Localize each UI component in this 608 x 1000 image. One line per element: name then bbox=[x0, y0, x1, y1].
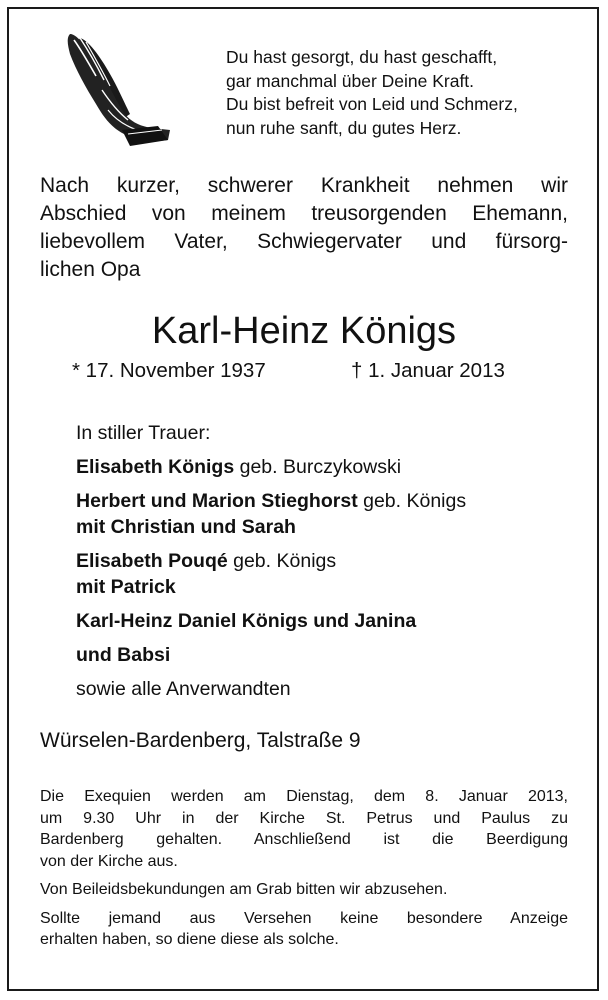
notice-line: um 9.30 Uhr in der Kirche St. Petrus und Paulus zu bbox=[40, 809, 568, 827]
mourner-family: und Babsi bbox=[76, 644, 171, 666]
condolence-note: Von Beileidsbekundungen am Grab bitten wir abzusehen. bbox=[40, 881, 448, 898]
poem bbox=[226, 46, 518, 140]
mourner-name: Elisabeth Pouqé bbox=[76, 550, 228, 572]
intro-line: Abschied von meinem treusorgenden Ehemann, bbox=[40, 202, 568, 225]
poem-line: gar manchmal über Deine Kraft. bbox=[226, 70, 475, 91]
intro-line: Nach kurzer, schwerer Krankheit nehmen wir bbox=[40, 174, 568, 197]
poem-line: Du hast gesorgt, du hast geschafft, bbox=[226, 47, 498, 67]
mourner-family: mit Christian und Sarah bbox=[76, 516, 296, 538]
deceased-name: Karl-Heinz Königs bbox=[151, 310, 457, 352]
mourner-birth-name: geb. Königs bbox=[357, 490, 467, 512]
mourner-name: Herbert und Marion Stieghorst bbox=[76, 490, 358, 512]
praying-hands-icon bbox=[58, 30, 176, 150]
mourner-entry bbox=[76, 454, 466, 480]
mourner-entry bbox=[76, 488, 466, 514]
poem-line: Du bist befreit von Leid und Schmerz, bbox=[226, 94, 518, 114]
funeral-notice bbox=[40, 786, 568, 951]
address: Würselen-Bardenberg, Talstraße 9 bbox=[40, 729, 361, 752]
mourners-heading: In stiller Trauer: bbox=[76, 422, 211, 444]
mourner-birth-name: geb. Königs bbox=[227, 550, 337, 572]
intro-line: liebevollem Vater, Schwiegervater und fürsorg- bbox=[40, 230, 568, 253]
notice-line: Bardenberg gehalten. Anschließend ist die Beerdigung bbox=[40, 831, 568, 848]
mourner-name: Karl-Heinz Daniel Königs und Janina bbox=[76, 610, 417, 632]
poem-line: nun ruhe sanft, du gutes Herz. bbox=[226, 117, 462, 138]
notice-line: Die Exequien werden am Dienstag, dem 8. Januar 2013, bbox=[40, 788, 568, 805]
mourner-family: mit Patrick bbox=[76, 576, 176, 598]
notice-line: von der Kirche aus. bbox=[40, 852, 178, 870]
mourner-birth-name: geb. Burczykowski bbox=[234, 456, 402, 478]
birth-date: * 17. November 1937 bbox=[72, 359, 266, 382]
mourners-closing: sowie alle Anverwandten bbox=[76, 678, 291, 700]
notice-line: erhalten haben, so diene diese als solche. bbox=[40, 931, 339, 948]
mourner-name: Elisabeth Königs bbox=[76, 456, 235, 478]
intro-line: lichen Opa bbox=[40, 258, 141, 281]
mourner-entry bbox=[76, 548, 466, 574]
notice-line: Sollte jemand aus Versehen keine besondere Anzeige bbox=[40, 909, 568, 927]
intro-text bbox=[40, 172, 568, 284]
death-date: † 1. Januar 2013 bbox=[351, 359, 505, 382]
mourners-list bbox=[76, 420, 466, 702]
